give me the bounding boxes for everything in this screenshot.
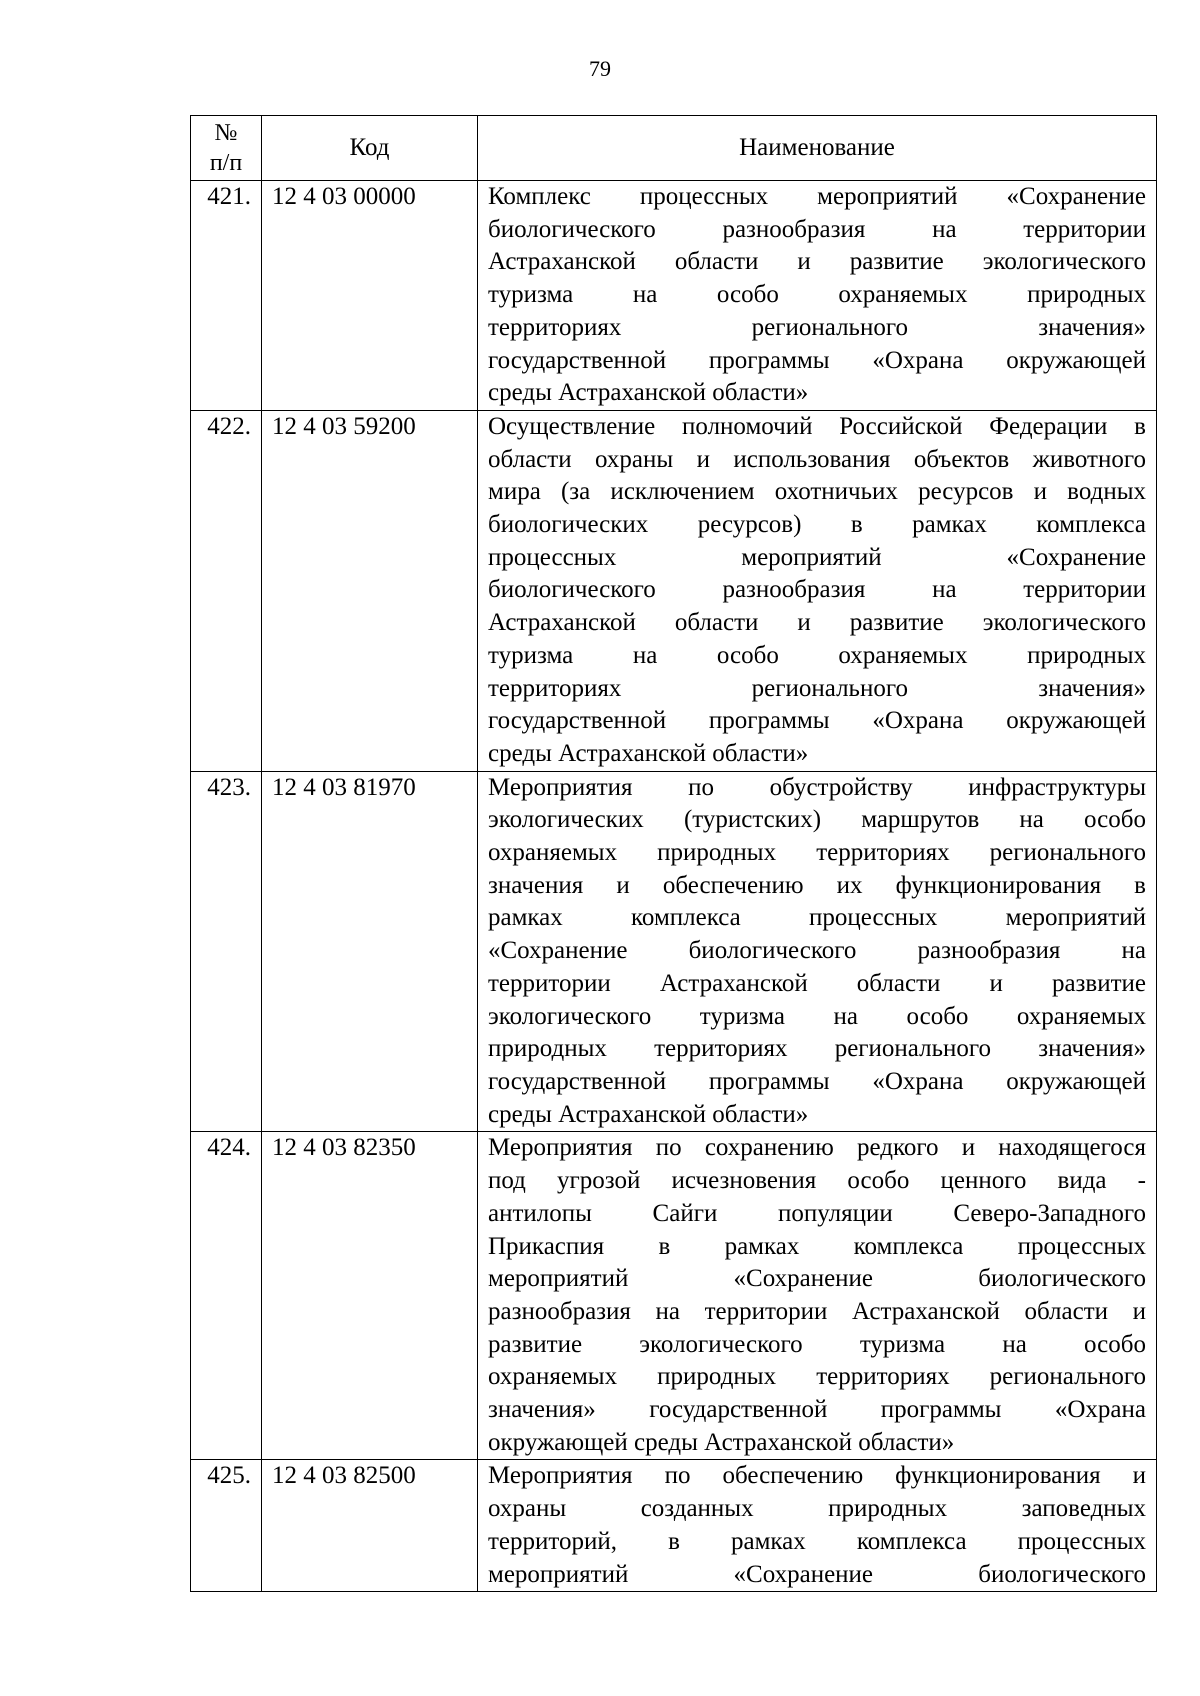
row-name-line: государственной программы «Охрана окружающей (488, 346, 1146, 374)
row-name-line: биологического разнообразия на территории (488, 576, 1146, 604)
row-code: 12 4 03 82350 (262, 1132, 478, 1460)
row-name (478, 1132, 1157, 1460)
row-name-line: экологических (туристских) маршрутов на особо (488, 806, 1146, 834)
row-number: 421. (191, 181, 262, 411)
row-name-line: Мероприятия по обеспечению функционирования и (488, 1462, 1146, 1490)
row-name-line: разнообразия на территории Астраханской области и (488, 1297, 1146, 1325)
row-name-line: туризма на особо охраняемых природных (488, 281, 1146, 309)
row-name-line: биологического разнообразия на территории (488, 215, 1146, 243)
row-name-line: значения и обеспечению их функционирования в (488, 871, 1146, 899)
page-number: 79 (589, 56, 611, 81)
header-code: Код (262, 116, 478, 181)
row-number: 424. (191, 1132, 262, 1460)
row-name-line: Мероприятия по обустройству инфраструктуры (488, 773, 1146, 801)
row-name-line: туризма на особо охраняемых природных (488, 641, 1146, 669)
budget-classification-table (190, 115, 1157, 1592)
header-number-symbol: № (214, 120, 238, 146)
table-row (191, 181, 1157, 411)
row-name-line: Астраханской области и развитие экологического (488, 609, 1146, 637)
table-row (191, 1132, 1157, 1460)
row-name (478, 1460, 1157, 1592)
row-name-line: Осуществление полномочий Российской Федерации в (488, 412, 1146, 440)
row-name-line: рамках комплекса процессных мероприятий (488, 904, 1146, 932)
row-number: 422. (191, 410, 262, 771)
row-code: 12 4 03 81970 (262, 771, 478, 1132)
row-name-line: государственной программы «Охрана окружающей (488, 1067, 1146, 1095)
header-name: Наименование (478, 116, 1157, 181)
row-name-line: мира (за исключением охотничьих ресурсов и водных (488, 478, 1146, 506)
row-name-line: среды Астраханской области» (488, 739, 809, 767)
row-name-line: окружающей среды Астраханской области» (488, 1428, 955, 1456)
row-name-line: значения» государственной программы «Охрана (488, 1396, 1146, 1424)
row-name-line: территорий, в рамках комплекса процессных (488, 1527, 1146, 1555)
row-name-line: мероприятий «Сохранение биологического (488, 1560, 1146, 1588)
table-body (191, 181, 1157, 1592)
row-name-line: охраняемых природных территориях регионального (488, 1363, 1146, 1391)
header-number-abbr: п/п (209, 150, 243, 176)
row-name-line: Мероприятия по сохранению редкого и находящегося (488, 1134, 1146, 1162)
row-name-line: охраны созданных природных заповедных (488, 1495, 1146, 1523)
row-name-line: охраняемых природных территориях регионального (488, 839, 1146, 867)
row-name (478, 181, 1157, 411)
row-number: 425. (191, 1460, 262, 1592)
row-name-line: области охраны и использования объектов животного (488, 445, 1146, 473)
row-name-line: природных территориях регионального значения» (488, 1035, 1146, 1063)
row-name-line: развитие экологического туризма на особо (488, 1330, 1146, 1358)
row-name (478, 771, 1157, 1132)
row-code: 12 4 03 00000 (262, 181, 478, 411)
row-name-line: территориях регионального значения» (488, 313, 1146, 341)
table-row (191, 771, 1157, 1132)
row-name-line: Астраханской области и развитие экологического (488, 248, 1146, 276)
row-name-line: под угрозой исчезновения особо ценного вида - (488, 1167, 1146, 1195)
row-name-line: «Сохранение биологического разнообразия на (488, 937, 1146, 965)
row-name-line: мероприятий «Сохранение биологического (488, 1265, 1146, 1293)
row-name-line: процессных мероприятий «Сохранение (488, 543, 1146, 571)
table-header-row (191, 116, 1157, 181)
row-name-line: антилопы Сайги популяции Северо-Западного (488, 1199, 1146, 1227)
row-name-line: среды Астраханской области» (488, 379, 809, 407)
row-name-line: Комплекс процессных мероприятий «Сохранение (488, 183, 1146, 210)
row-code: 12 4 03 82500 (262, 1460, 478, 1592)
table-row (191, 1460, 1157, 1592)
row-name-line: среды Астраханской области» (488, 1100, 809, 1128)
row-name-line: территории Астраханской области и развитие (488, 969, 1146, 997)
table-row (191, 410, 1157, 771)
row-name-line: экологического туризма на особо охраняемых (488, 1002, 1146, 1030)
row-name (478, 410, 1157, 771)
row-number: 423. (191, 771, 262, 1132)
row-name-line: государственной программы «Охрана окружающей (488, 707, 1146, 735)
row-name-line: территориях регионального значения» (488, 674, 1146, 702)
row-name-line: Прикаспия в рамках комплекса процессных (488, 1232, 1146, 1260)
row-code: 12 4 03 59200 (262, 410, 478, 771)
header-number (191, 116, 262, 181)
row-name-line: биологических ресурсов) в рамках комплекса (488, 511, 1146, 539)
